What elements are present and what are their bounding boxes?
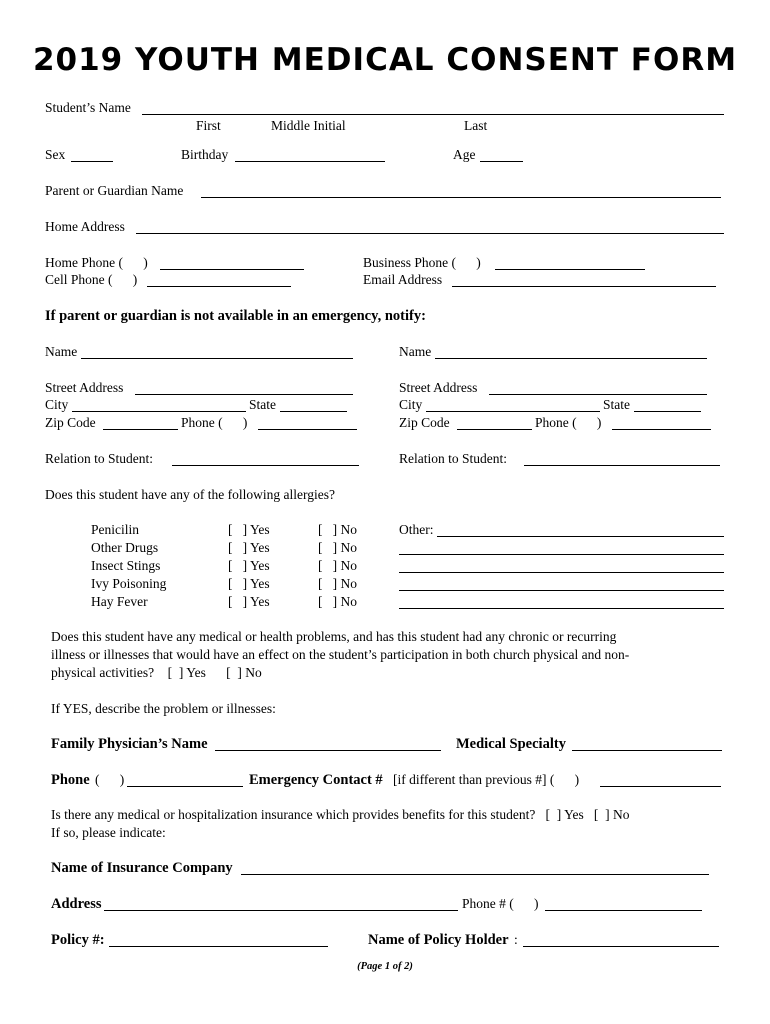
contact1-relation-field[interactable] bbox=[172, 465, 359, 466]
contact1-phone-field[interactable] bbox=[258, 429, 357, 430]
contact1-state-label: State bbox=[249, 397, 276, 412]
contact2-street-label: Street Address bbox=[399, 380, 478, 395]
contact2-zip-field[interactable] bbox=[457, 429, 532, 430]
allergy-name: Other Drugs bbox=[91, 540, 159, 555]
other-allergy-line[interactable] bbox=[399, 608, 724, 609]
contact1-name-field[interactable] bbox=[81, 358, 353, 359]
emergency-contact-note: [if different than previous #] ( ) bbox=[393, 772, 580, 787]
sex-label: Sex bbox=[45, 147, 66, 162]
contact2-relation-label: Relation to Student: bbox=[399, 451, 507, 466]
home-address-field[interactable] bbox=[136, 233, 724, 234]
allergy-yes-checkbox[interactable]: [ ] Yes bbox=[228, 576, 270, 591]
insurance-phone-field[interactable] bbox=[545, 910, 702, 911]
home-phone-label: Home Phone ( ) bbox=[45, 255, 148, 270]
contact1-city-field[interactable] bbox=[72, 411, 246, 412]
contact1-street-label: Street Address bbox=[45, 380, 124, 395]
insurance-phone-label: Phone # ( ) bbox=[462, 896, 539, 911]
allergy-yes-checkbox[interactable]: [ ] Yes bbox=[228, 594, 270, 609]
middle-initial-caption: Middle Initial bbox=[271, 118, 346, 133]
page-footer: (Page 1 of 2) bbox=[357, 961, 413, 972]
first-name-caption: First bbox=[196, 118, 221, 133]
other-allergy-line[interactable] bbox=[399, 554, 724, 555]
medical-question-line1: Does this student have any medical or health problems, and has this student had any chronic or recurring bbox=[51, 629, 617, 644]
insurance-question: Is there any medical or hospitalization insurance which provides benefits for this student? [ ] Yes [ ] No bbox=[51, 807, 630, 822]
contact2-state-field[interactable] bbox=[634, 411, 701, 412]
contact1-zip-field[interactable] bbox=[103, 429, 178, 430]
contact1-name-label: Name bbox=[45, 344, 78, 359]
emergency-contact-label: Emergency Contact # bbox=[249, 772, 383, 788]
contact2-name-field[interactable] bbox=[435, 358, 707, 359]
allergy-yes-checkbox[interactable]: [ ] Yes bbox=[228, 558, 270, 573]
contact1-zip-label: Zip Code bbox=[45, 415, 96, 430]
age-label: Age bbox=[453, 147, 476, 162]
birthday-label: Birthday bbox=[181, 147, 229, 162]
medical-specialty-label: Medical Specialty bbox=[456, 736, 566, 752]
emergency-contact-field[interactable] bbox=[600, 786, 721, 787]
physician-phone-paren: ( ) bbox=[95, 772, 125, 787]
insurance-address-label: Address bbox=[51, 896, 102, 912]
family-physician-field[interactable] bbox=[215, 750, 441, 751]
form-title: 2019 YOUTH MEDICAL CONSENT FORM bbox=[32, 42, 738, 78]
allergy-name: Insect Stings bbox=[91, 558, 161, 573]
home-phone-field[interactable] bbox=[160, 269, 304, 270]
contact2-state-label: State bbox=[603, 397, 630, 412]
allergy-name: Hay Fever bbox=[91, 594, 148, 609]
physician-phone-label: Phone bbox=[51, 772, 90, 788]
emergency-heading: If parent or guardian is not available in an emergency, notify: bbox=[45, 308, 426, 324]
family-physician-label: Family Physician’s Name bbox=[51, 736, 208, 752]
insurance-company-field[interactable] bbox=[241, 874, 709, 875]
contact2-city-label: City bbox=[399, 397, 423, 412]
medical-specialty-field[interactable] bbox=[572, 750, 722, 751]
cell-phone-label: Cell Phone ( ) bbox=[45, 272, 138, 287]
policy-number-label: Policy #: bbox=[51, 932, 105, 948]
insurance-address-field[interactable] bbox=[104, 910, 458, 911]
contact1-city-label: City bbox=[45, 397, 69, 412]
home-address-label: Home Address bbox=[45, 219, 125, 234]
allergy-no-checkbox[interactable]: [ ] No bbox=[318, 540, 357, 555]
contact1-phone-label: Phone ( ) bbox=[181, 415, 248, 430]
other-allergy-line[interactable] bbox=[399, 572, 724, 573]
business-phone-label: Business Phone ( ) bbox=[363, 255, 481, 270]
describe-label: If YES, describe the problem or illnesses: bbox=[51, 701, 276, 716]
physician-phone-field[interactable] bbox=[127, 786, 243, 787]
allergy-no-checkbox[interactable]: [ ] No bbox=[318, 576, 357, 591]
business-phone-field[interactable] bbox=[495, 269, 645, 270]
policy-holder-label: Name of Policy Holder bbox=[368, 932, 509, 948]
allergy-no-checkbox[interactable]: [ ] No bbox=[318, 558, 357, 573]
sex-field[interactable] bbox=[71, 161, 113, 162]
contact1-state-field[interactable] bbox=[280, 411, 347, 412]
parent-name-label: Parent or Guardian Name bbox=[45, 183, 184, 198]
allergy-no-checkbox[interactable]: [ ] No bbox=[318, 594, 357, 609]
allergy-name: Ivy Poisoning bbox=[91, 576, 167, 591]
birthday-field[interactable] bbox=[235, 161, 385, 162]
contact2-zip-label: Zip Code bbox=[399, 415, 450, 430]
insurance-indicate: If so, please indicate: bbox=[51, 825, 166, 840]
other-allergy-field[interactable] bbox=[437, 536, 724, 537]
email-field[interactable] bbox=[452, 286, 716, 287]
other-allergy-label: Other: bbox=[399, 522, 434, 537]
parent-name-field[interactable] bbox=[201, 197, 721, 198]
allergy-yes-checkbox[interactable]: [ ] Yes bbox=[228, 540, 270, 555]
allergies-question: Does this student have any of the following allergies? bbox=[45, 487, 335, 502]
age-field[interactable] bbox=[480, 161, 523, 162]
contact2-phone-label: Phone ( ) bbox=[535, 415, 602, 430]
cell-phone-field[interactable] bbox=[147, 286, 291, 287]
policy-holder-field[interactable] bbox=[523, 946, 719, 947]
allergy-no-checkbox[interactable]: [ ] No bbox=[318, 522, 357, 537]
policy-holder-colon: : bbox=[514, 932, 518, 947]
allergy-yes-checkbox[interactable]: [ ] Yes bbox=[228, 522, 270, 537]
contact2-name-label: Name bbox=[399, 344, 432, 359]
email-label: Email Address bbox=[363, 272, 443, 287]
last-name-caption: Last bbox=[464, 118, 488, 133]
contact2-city-field[interactable] bbox=[426, 411, 600, 412]
contact1-street-field[interactable] bbox=[135, 394, 353, 395]
medical-question-line2: illness or illnesses that would have an effect on the student’s participation in both church physical and non- bbox=[51, 647, 630, 662]
allergy-name: Penicilin bbox=[91, 522, 139, 537]
student-name-field[interactable] bbox=[142, 114, 724, 115]
contact1-relation-label: Relation to Student: bbox=[45, 451, 153, 466]
student-name-label: Student’s Name bbox=[45, 100, 131, 115]
contact2-phone-field[interactable] bbox=[612, 429, 711, 430]
contact2-street-field[interactable] bbox=[489, 394, 707, 395]
other-allergy-line[interactable] bbox=[399, 590, 724, 591]
contact2-relation-field[interactable] bbox=[524, 465, 720, 466]
policy-number-field[interactable] bbox=[109, 946, 328, 947]
medical-question-line3: physical activities? [ ] Yes [ ] No bbox=[51, 665, 262, 680]
insurance-company-label: Name of Insurance Company bbox=[51, 860, 233, 876]
